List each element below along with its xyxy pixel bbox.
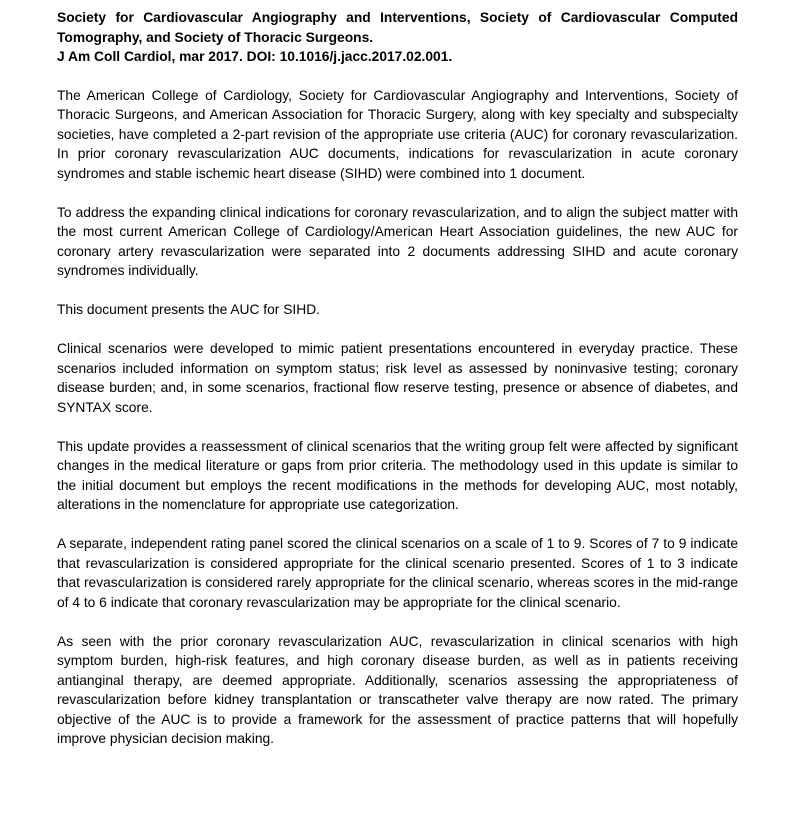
paragraph-purpose: This document presents the AUC for SIHD. — [57, 302, 321, 317]
paragraph-intro: The American College of Cardiology, Society for Cardiovascular Angiography and Interventions, Society of Thoracic Surgeons, and American Association for Thoracic Surgery, along with key specialty and subspecialty societies, have completed a 2-part revision of the appropriate use criteria (AUC) for coronary revascularization. In prior coronary revascularization AUC documents, indications for revascularization in acute coronary syndromes and stable ischemic heart disease (SIHD) were combined into 1 document. — [57, 87, 738, 181]
paragraph-scenarios: Clinical scenarios were developed to mimic patient presentations encountered in everyday practice. These scenarios included information on symptom status; risk level as assessed by noninvasive testing; coronary disease burden; and, in some scenarios, fractional flow reserve testing, presence or absence of diabetes, and SYNTAX score. — [57, 341, 738, 415]
authors-line: Society for Cardiovascular Angiography and Interventions, Society of Cardiovascular Computed Tomography, and Society of Thoracic Surgeons. — [57, 10, 738, 45]
paragraph-scope: To address the expanding clinical indications for coronary revascularization, and to align the subject matter with the most current American College of Cardiology/American Heart Association guidelines, the new AUC for coronary artery revascularization were separated into 2 documents addressing SIHD and acute coronary syndromes individually. — [57, 204, 738, 278]
document-page — [57, 8, 738, 768]
citation-line: J Am Coll Cardiol, mar 2017. DOI: 10.1016/j.jacc.2017.02.001. — [57, 49, 453, 64]
paragraph-rating: A separate, independent rating panel scored the clinical scenarios on a scale of 1 to 9. Scores of 7 to 9 indicate that revascularization is considered appropriate for the clinical scenario presented. Scores of 1 to 3 indicate that revascularization is considered rarely appropriate for the clinical scenario, whereas scores in the mid-range of 4 to 6 indicate that coronary revascularization may be appropriate for the clinical scenario. — [57, 536, 738, 610]
paragraph-conclusion: As seen with the prior coronary revascularization AUC, revascularization in clinical scenarios with high symptom burden, high-risk features, and high coronary disease burden, as well as in patients receiving antianginal therapy, are deemed appropriate. Additionally, scenarios assessing the appropriateness of revascularization before kidney transplantation or transcatheter valve therapy are now rated. The primary objective of the AUC is to provide a framework for the assessment of practice patterns that will hopefully improve physician decision making. — [57, 633, 738, 746]
abstract-body — [57, 86, 738, 749]
document-header — [57, 8, 738, 67]
paragraph-update: This update provides a reassessment of clinical scenarios that the writing group felt were affected by significant changes in the medical literature or gaps from prior criteria. The methodology used in this update is similar to the initial document but employs the recent modifications in the methods for developing AUC, most notably, alterations in the nomenclature for appropriate use categorization. — [57, 438, 738, 512]
